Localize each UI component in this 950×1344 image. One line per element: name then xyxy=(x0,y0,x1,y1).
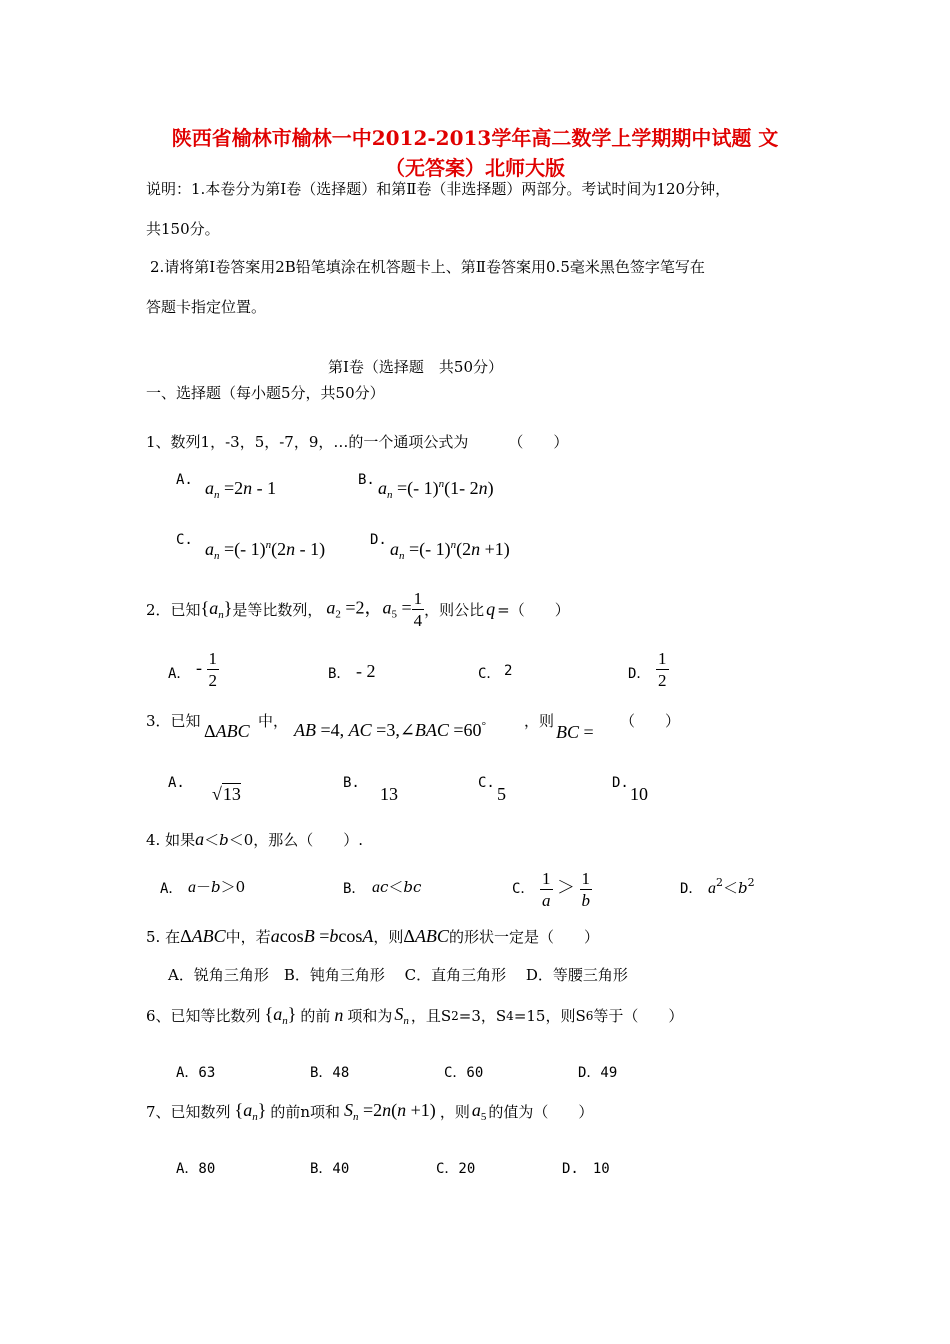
q7-option-a: A．80 xyxy=(176,1161,216,1177)
q4-option-c-label: C． xyxy=(512,881,535,897)
document-title-line1: 陕西省榆林市榆林一中2012-2013学年高二数学上学期期中试题 文 xyxy=(171,126,779,150)
question-3-prefix: 3．已知 xyxy=(146,712,201,730)
q6-option-c: C．60 xyxy=(444,1065,484,1081)
q3-option-b-value: 13 xyxy=(380,784,398,804)
q5-options: A．锐角三角形 B．钝角三角形 C．直角三角形 D．等腰三角形 xyxy=(168,966,628,984)
q4-option-b-value: ac＜bc xyxy=(372,878,422,896)
q4-option-d-value: $a^2<b^2$ xyxy=(708,876,755,897)
instructions-line3: 2.请将第Ⅰ卷答案用2B铅笔填涂在机答题卡上、第Ⅱ卷答案用0.5毫米黑色签字笔写在 xyxy=(150,258,705,276)
q3-option-c-label: C. xyxy=(478,775,495,791)
section-part: 一、选择题（每小题5分，共50分） xyxy=(146,384,385,402)
q2-option-d-label: D． xyxy=(628,666,651,682)
q6-option-a: A．63 xyxy=(176,1065,216,1081)
q4-option-d-label: D． xyxy=(680,881,703,897)
q3-option-a-value: √13 xyxy=(212,784,241,804)
q2-option-b-value: - 2 xyxy=(356,661,376,681)
q4-option-a-label: A． xyxy=(160,881,183,897)
question-4-stem: 4. 如果a＜b＜0，那么（ ）. xyxy=(146,829,364,849)
question-7-stem: 7、已知数列 $\{a_n\}$ 的前n项和 $S_n =2n(n +1)$ ，则 $a_5$ 的值为（ ） xyxy=(146,1100,594,1123)
q1-option-d-formula: $a_n$ =(- 1)$^n$(2n +1) xyxy=(390,539,510,562)
q2-option-b-label: B． xyxy=(328,666,351,682)
question-1-stem: 1、数列1，-3，5，-7，9，…的一个通项公式为 （ ） xyxy=(146,433,569,451)
q1-option-c-formula: $a_n$ =(- 1)$^n$(2n - 1) xyxy=(205,539,326,562)
q1-option-c-label: C. xyxy=(176,532,193,548)
question-3-suffix: ，则 xyxy=(524,712,555,730)
q1-option-a-formula: $a_n =2n - 1$ xyxy=(205,478,277,501)
instructions-line4: 答题卡指定位置。 xyxy=(146,298,267,316)
question-6-stem: 6、已知等比数列 $\{a_n\}$ 的前 n 项和为 $S_n$ ，且S 2 =3，S 4 =15，则S 6 等于（ ） xyxy=(146,1004,684,1027)
q3-option-c-value: 5 xyxy=(497,784,506,804)
q1-option-b-label: B. xyxy=(358,472,375,488)
q1-option-d-label: D. xyxy=(370,532,387,548)
q3-option-a-label: A. xyxy=(168,775,185,791)
q6-option-b: B．48 xyxy=(310,1065,350,1081)
q4-option-a-value: a－b＞0 xyxy=(188,878,246,896)
question-2-stem: 2．已知 $\{a_n\}$ 是等比数列， $a_2 =2$，$a_5$ = $\frac{1}{4}$ ，则公比 q =（ ） xyxy=(146,589,570,630)
q4-option-c-value: $\frac{1}{a}$ ＞ $\frac{1}{b}$ xyxy=(542,869,590,910)
question-5-stem: 5. 在 ΔABC 中，若 acosB =bcosA ，则 ΔABC 的形状一定是（ ） xyxy=(146,926,599,946)
q1-option-a-label: A. xyxy=(176,472,193,488)
q2-sequence: $\{a_n\}$ xyxy=(200,598,233,621)
q4-option-b-label: B． xyxy=(343,881,366,897)
q2-option-c-label: C． xyxy=(478,666,501,682)
q6-option-d: D．49 xyxy=(578,1065,618,1081)
q1-option-b-formula: $a_n$ =(- 1)$^n$(1- 2n) xyxy=(378,478,494,501)
q3-conditions: AB =4, AC =3,∠BAC =60° xyxy=(294,720,486,740)
q2-option-a-label: A． xyxy=(168,666,191,682)
section-heading: 第Ⅰ卷（选择题 共50分） xyxy=(328,358,504,376)
question-3-mid: 中， xyxy=(258,712,289,730)
q7-option-b: B．40 xyxy=(310,1161,350,1177)
q2-option-a-value: - $\frac{1}{2}$ xyxy=(196,649,217,690)
document-title-line2: （无答案）北师大版 xyxy=(385,156,565,180)
instructions-line1: 说明：1.本卷分为第Ⅰ卷（选择题）和第Ⅱ卷（非选择题）两部分。考试时间为120分钟， xyxy=(146,180,731,198)
q7-option-c: C．20 xyxy=(436,1161,476,1177)
q3-option-d-value: 10 xyxy=(630,784,648,804)
q7-option-d: D. 10 xyxy=(562,1161,610,1177)
instructions-line2: 共150分。 xyxy=(146,220,220,238)
q3-option-d-label: D. xyxy=(612,775,629,791)
q2-option-d-value: $\frac{1}{2}$ xyxy=(658,649,667,690)
q3-unknown: BC = xyxy=(556,722,594,742)
question-3-paren: （ ） xyxy=(620,712,681,730)
q3-option-b-label: B. xyxy=(343,775,360,791)
q2-option-c-value: 2 xyxy=(504,663,513,679)
q3-triangle: ΔABC xyxy=(204,721,250,741)
q2-given-terms: $a_2 =2$，$a_5$ = $\frac{1}{4}$ xyxy=(326,589,423,630)
